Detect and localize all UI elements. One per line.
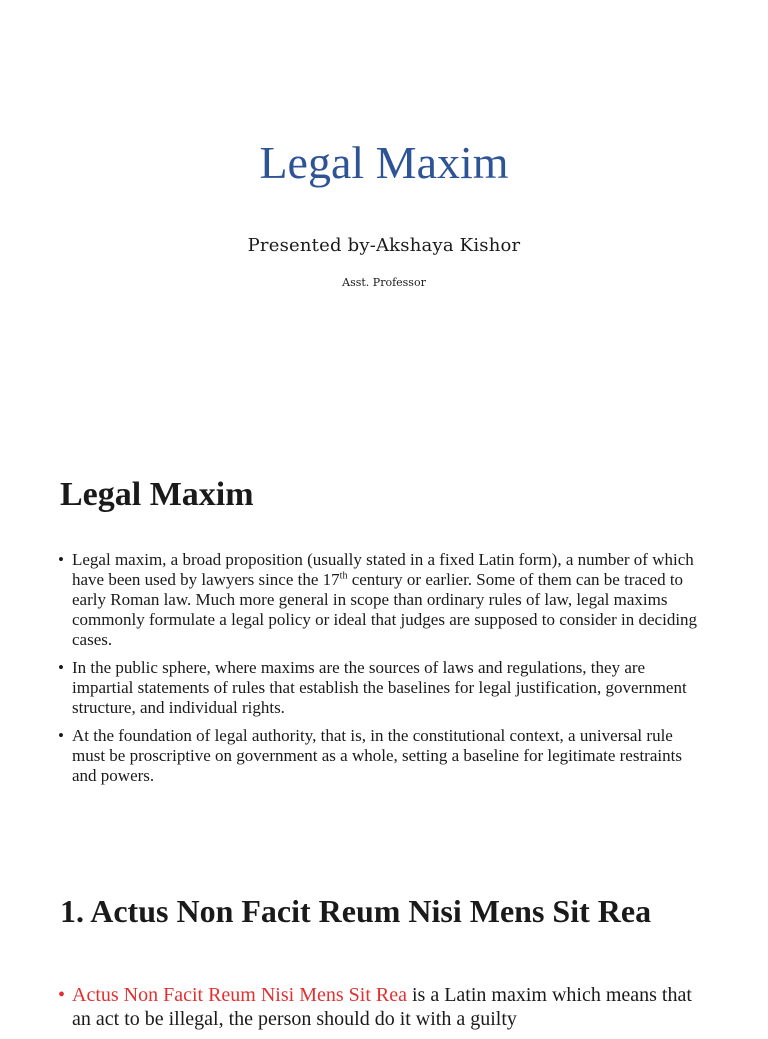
bullet-text-part: Legal maxim, a broad proposition (usually stated in a fixed Latin form), a number of which have been used by lawyers since the 17 [72, 550, 694, 589]
presenter-line: Presented by-Akshaya Kishor [247, 235, 521, 256]
superscript: th [339, 570, 348, 582]
actus-non-facit-slide [0, 870, 768, 1030]
bullet-list [58, 550, 710, 794]
bullet-item [58, 726, 710, 786]
maxim-highlight: Actus Non Facit Reum Nisi Mens Sit Rea [72, 984, 407, 1006]
bullet-text-part: century or earlier. Some of them can be traced to early Roman law. Much more general in scope than ordinary rules of law, legal maxims commonly formulate a legal policy or ideal that judges are supposed to consider in deciding cases. [72, 570, 698, 649]
bullet-text: At the foundation of legal authority, that is, in the constitutional context, a universal rule must be proscriptive on government as a whole, setting a baseline for legitimate restraints and powers. [72, 726, 682, 785]
bullet-list [58, 983, 710, 1039]
bullet-item [58, 550, 710, 650]
legal-maxim-slide [0, 440, 768, 820]
bullet-text [72, 984, 692, 1030]
slide-heading: Legal Maxim [60, 476, 254, 513]
presenter-role: Asst. Professor [342, 276, 426, 289]
bullet-text [72, 550, 697, 649]
bullet-icon: • [58, 550, 64, 569]
bullet-icon: • [58, 726, 64, 745]
bullet-text: In the public sphere, where maxims are the sources of laws and regulations, they are impartial statements of rules that establish the baselines for legal justification, government structure, and individual rights. [72, 658, 687, 717]
bullet-text-part: is a Latin maxim which means that an act to be illegal, the person should do it with a guilty [72, 984, 692, 1030]
bullet-icon: • [58, 658, 64, 677]
slide-heading: 1. Actus Non Facit Reum Nisi Mens Sit Rea [60, 893, 652, 929]
bullet-item [58, 658, 710, 718]
bullet-icon: • [58, 984, 66, 1006]
title-slide [0, 0, 768, 400]
presentation-title: Legal Maxim [259, 137, 509, 188]
